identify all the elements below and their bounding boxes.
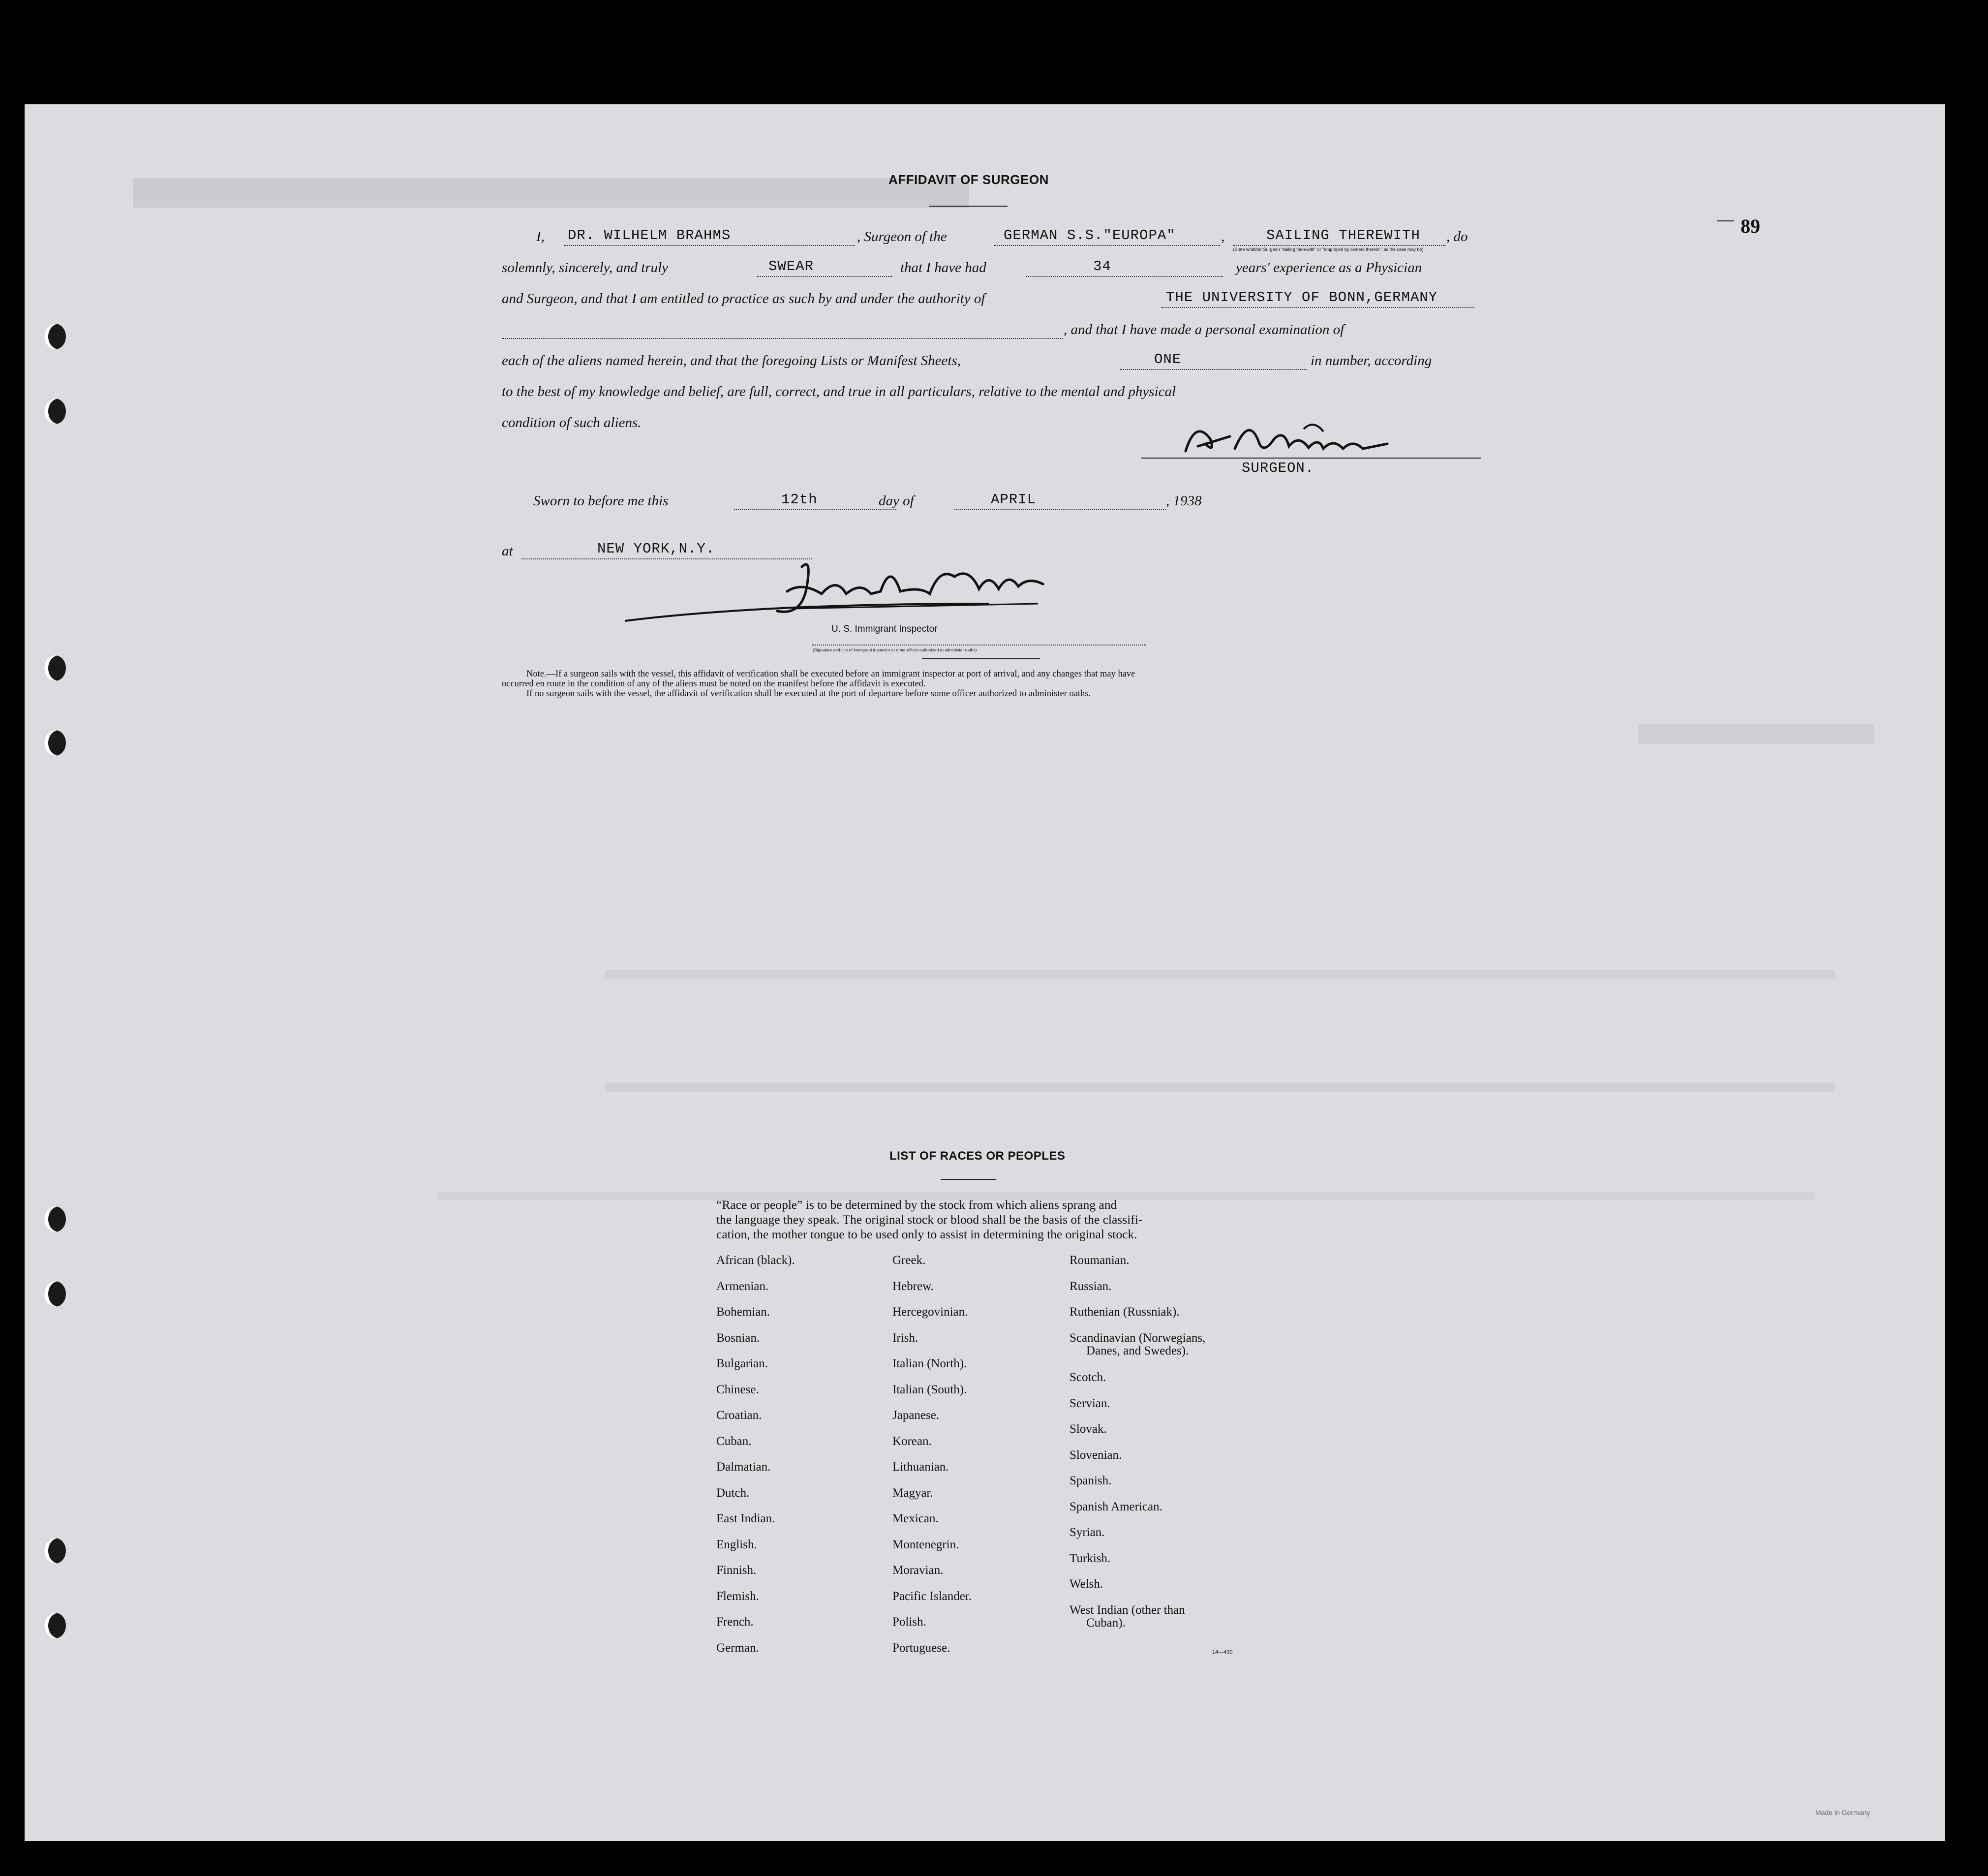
race-item: East Indian. bbox=[716, 1512, 775, 1525]
line2-mid: that I have had bbox=[900, 260, 986, 276]
race-item: Scotch. bbox=[1070, 1371, 1106, 1384]
race-item: German. bbox=[716, 1641, 759, 1655]
race-item: Danes, and Swedes). bbox=[1086, 1344, 1189, 1357]
line1-prefix: I, bbox=[536, 229, 545, 245]
inspector-signature bbox=[615, 547, 1127, 636]
document-sheet bbox=[25, 104, 1945, 1841]
race-item: Bulgarian. bbox=[716, 1357, 768, 1370]
race-item: Russian. bbox=[1070, 1280, 1112, 1293]
punch-hole bbox=[44, 730, 66, 756]
line2-pre: solemnly, sincerely, and truly bbox=[502, 260, 669, 276]
punch-hole bbox=[44, 1538, 66, 1564]
race-item: Lithuanian. bbox=[892, 1460, 949, 1474]
race-item: Spanish. bbox=[1070, 1474, 1112, 1487]
note-line-2: occurred en route in the condition of any of the aliens must be noted on the manifest before the affidavit is executed. bbox=[502, 679, 926, 689]
race-item: Welsh. bbox=[1070, 1577, 1103, 1591]
inspector-note: (Signature and title of immigrant inspector or other officer authorized to administer oaths) bbox=[813, 647, 977, 652]
race-item: Flemish. bbox=[716, 1590, 759, 1603]
sworn-month-value: APRIL bbox=[991, 492, 1037, 508]
punch-hole bbox=[44, 1206, 66, 1232]
race-item: Servian. bbox=[1070, 1397, 1110, 1410]
race-item: Bohemian. bbox=[716, 1305, 770, 1319]
race-item: Chinese. bbox=[716, 1383, 759, 1396]
ship-name-value: GERMAN S.S."EUROPA" bbox=[1004, 227, 1176, 244]
race-item: Greek. bbox=[892, 1254, 926, 1267]
page-number: 89 bbox=[1741, 215, 1760, 237]
race-item: West Indian (other than bbox=[1070, 1603, 1185, 1617]
punch-hole bbox=[44, 324, 66, 349]
race-item: Scandinavian (Norwegians, bbox=[1070, 1331, 1206, 1345]
page-number-tick bbox=[1717, 220, 1734, 221]
line2-post: years' experience as a Physician bbox=[1236, 260, 1422, 276]
race-item: Italian (South). bbox=[892, 1383, 967, 1396]
race-item: Bosnian. bbox=[716, 1331, 760, 1345]
race-item: Montenegrin. bbox=[892, 1538, 959, 1551]
sworn-mid: day of bbox=[879, 493, 914, 509]
surgeon-name-value: DR. WILHELM BRAHMS bbox=[568, 227, 731, 244]
surgeon-signature bbox=[1176, 409, 1481, 463]
race-item: Dutch. bbox=[716, 1486, 750, 1500]
sailing-status-note: (State whether Surgeon "sailing therewith" or "employed by owners thereof," as the case may be) bbox=[1233, 247, 1424, 252]
races-intro-3: cation, the mother tongue to be used only to assist in determining the original stock. bbox=[716, 1227, 1137, 1241]
punch-hole bbox=[44, 399, 66, 424]
race-item: French. bbox=[716, 1615, 754, 1629]
at-label: at bbox=[502, 543, 513, 559]
race-item: Pacific Islander. bbox=[892, 1590, 972, 1603]
form-number: 14—430 bbox=[1212, 1649, 1233, 1655]
race-item: Moravian. bbox=[892, 1564, 944, 1577]
at-place-value: NEW YORK,N.Y. bbox=[597, 541, 715, 557]
surgeon-label: SURGEON. bbox=[1242, 460, 1315, 476]
punch-hole bbox=[44, 1613, 66, 1638]
race-item: Italian (North). bbox=[892, 1357, 967, 1370]
note-line-1: Note.—If a surgeon sails with the vessel, this affidavit of verification shall be executed before an immigrant inspector at port of arrival, and any changes that may have bbox=[526, 669, 1135, 679]
line6: to the best of my knowledge and belief, are full, correct, and true in all particulars, relative to the mental and physical bbox=[502, 384, 1176, 400]
line4-post: , and that I have made a personal examination of bbox=[1064, 322, 1345, 338]
race-item: Irish. bbox=[892, 1331, 918, 1345]
line7: condition of such aliens. bbox=[502, 415, 642, 431]
line1-comma: , bbox=[1221, 229, 1225, 245]
sworn-day-value: 12th bbox=[781, 492, 818, 508]
race-item: Ruthenian (Russniak). bbox=[1070, 1305, 1180, 1319]
title-rule bbox=[929, 206, 1008, 207]
race-item: Slovak. bbox=[1070, 1422, 1107, 1436]
race-item: African (black). bbox=[716, 1254, 795, 1267]
race-item: Hercegovinian. bbox=[892, 1305, 968, 1319]
sworn-year: , 1938 bbox=[1166, 493, 1202, 509]
punch-hole bbox=[44, 1281, 66, 1307]
race-item: Polish. bbox=[892, 1615, 926, 1629]
line5-post: in number, according bbox=[1311, 353, 1432, 369]
authority-value: THE UNIVERSITY OF BONN,GERMANY bbox=[1166, 289, 1438, 306]
race-item: English. bbox=[716, 1538, 757, 1551]
race-item: Finnish. bbox=[716, 1564, 757, 1577]
race-item: Mexican. bbox=[892, 1512, 939, 1525]
race-item: Syrian. bbox=[1070, 1526, 1105, 1539]
race-item: Hebrew. bbox=[892, 1280, 934, 1293]
surgeon-signature-line bbox=[1141, 458, 1481, 459]
line1-do: , do bbox=[1446, 229, 1468, 245]
race-item: Japanese. bbox=[892, 1409, 940, 1422]
sworn-pre: Sworn to before me this bbox=[533, 493, 669, 509]
race-item: Croatian. bbox=[716, 1409, 762, 1422]
race-item: Roumanian. bbox=[1070, 1254, 1130, 1267]
race-item: Dalmatian. bbox=[716, 1460, 771, 1474]
race-item: Cuban. bbox=[716, 1435, 752, 1448]
races-intro-1: “Race or people” is to be determined by the stock from which aliens sprang and bbox=[716, 1198, 1117, 1212]
inspector-title: U. S. Immigrant Inspector bbox=[831, 624, 938, 634]
note-line-3: If no surgeon sails with the vessel, the affidavit of verification shall be executed at the port of departure before some officer authorized to administer oaths. bbox=[526, 689, 1091, 699]
race-item: Cuban). bbox=[1086, 1616, 1126, 1630]
race-item: Korean. bbox=[892, 1435, 932, 1448]
punch-hole bbox=[44, 655, 66, 681]
line1-surgeon-of: , Surgeon of the bbox=[857, 229, 947, 245]
affidavit-title: AFFIDAVIT OF SURGEON bbox=[888, 172, 1049, 187]
race-item: Slovenian. bbox=[1070, 1448, 1122, 1462]
inspector-rule bbox=[922, 658, 1040, 659]
races-title-rule bbox=[941, 1179, 996, 1180]
race-item: Portuguese. bbox=[892, 1641, 950, 1655]
race-item: Turkish. bbox=[1070, 1552, 1111, 1565]
race-item: Spanish American. bbox=[1070, 1500, 1162, 1513]
race-item: Armenian. bbox=[716, 1280, 769, 1293]
races-title: LIST OF RACES OR PEOPLES bbox=[889, 1149, 1066, 1163]
oath-value: SWEAR bbox=[768, 258, 814, 275]
sheets-value: ONE bbox=[1154, 351, 1182, 368]
line5-pre: each of the aliens named herein, and that the foregoing Lists or Manifest Sheets, bbox=[502, 353, 961, 369]
line3-pre: and Surgeon, and that I am entitled to practice as such by and under the authority of bbox=[502, 291, 985, 307]
race-item: Magyar. bbox=[892, 1486, 933, 1500]
races-intro-2: the language they speak. The original stock or blood shall be the basis of the classifi- bbox=[716, 1212, 1143, 1227]
made-in-label: Made in Germany bbox=[1815, 1809, 1870, 1816]
sailing-status-value: SAILING THEREWITH bbox=[1266, 227, 1420, 244]
years-value: 34 bbox=[1093, 258, 1111, 275]
